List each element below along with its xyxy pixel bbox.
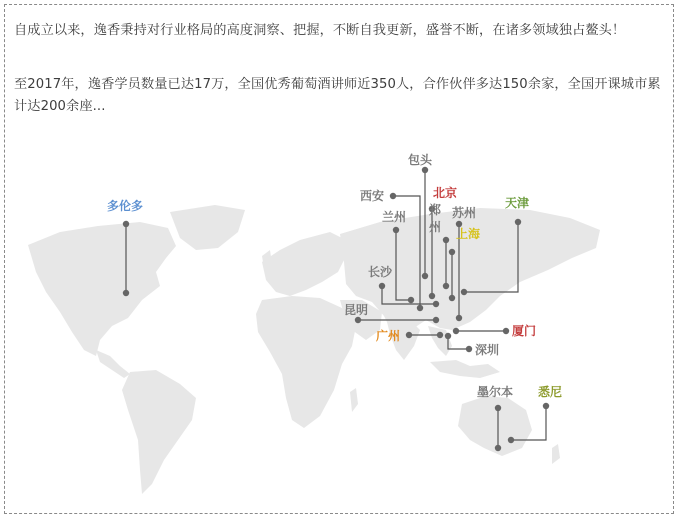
tianjin-dot	[461, 289, 467, 295]
xian-dot-top	[390, 193, 396, 199]
label-melbourne: 墨尔本	[477, 385, 514, 399]
baotou-dot-top	[422, 167, 428, 173]
greenland-shape	[170, 205, 245, 250]
kunming-dot-left	[355, 317, 361, 323]
guangzhou-dot	[437, 332, 443, 338]
label-shanghai: 上海	[456, 227, 481, 241]
label-xiamen: 厦门	[512, 324, 537, 338]
baotou-dot	[422, 273, 428, 279]
europe-shape	[262, 232, 346, 296]
shenzhen-dot	[445, 333, 451, 339]
shanghai-dot-top	[449, 249, 455, 255]
label-lanzhou: 兰州	[382, 210, 407, 224]
north-america-shape	[28, 222, 176, 356]
lanzhou-dot	[408, 297, 414, 303]
toronto-dot-top	[123, 221, 129, 227]
world-landmass	[28, 205, 600, 494]
label-kunming: 昆明	[344, 303, 369, 317]
melbourne-dot	[495, 445, 501, 451]
label-changsha: 长沙	[368, 265, 393, 279]
zhengzhou-dot	[443, 283, 449, 289]
shenzhen-dot-right	[466, 346, 472, 352]
beijing-dot	[429, 293, 435, 299]
label-zhengzhou-b: 州	[429, 220, 442, 234]
kunming-dot	[433, 317, 439, 323]
xian-dot	[417, 305, 423, 311]
changsha-dot	[433, 301, 439, 307]
label-tianjin: 天津	[505, 196, 530, 210]
sydney-dot-top	[543, 403, 549, 409]
lanzhou-dot-top	[393, 227, 399, 233]
central-america-shape	[96, 350, 130, 378]
suzhou-dot	[456, 315, 462, 321]
toronto-dot	[123, 290, 129, 296]
africa-shape	[256, 296, 356, 428]
label-zhengzhou-a: 郑	[429, 203, 442, 217]
label-toronto: 多伦多	[107, 199, 144, 213]
shanghai-dot	[449, 295, 455, 301]
label-xian: 西安	[360, 189, 385, 203]
new-zealand-shape	[552, 444, 560, 464]
label-suzhou: 苏州	[452, 206, 477, 220]
xiamen-dot	[453, 328, 459, 334]
intro-paragraph-1: 自成立以来，逸香秉持对行业格局的高度洞察、把握，不断自我更新，盛誉不断，在诸多领域独占鳌头！	[14, 23, 626, 38]
zhengzhou-dot-top	[443, 237, 449, 243]
melbourne-dot-top	[495, 405, 501, 411]
indonesia-shape	[430, 360, 500, 378]
guangzhou-dot-left	[406, 332, 412, 338]
label-sydney: 悉尼	[538, 385, 563, 399]
changsha-dot-top	[379, 283, 385, 289]
label-shenzhen: 深圳	[475, 343, 500, 357]
sydney-dot	[508, 437, 514, 443]
south-america-shape	[122, 370, 196, 494]
intro-paragraph-2: 至2017年，逸香学员数量已达17万，全国优秀葡萄酒讲师近350人，合作伙伴多达150余家，全国开课城市累计达200余座...	[14, 77, 661, 114]
label-baotou: 包头	[408, 153, 433, 167]
tianjin-dot-top	[515, 219, 521, 225]
xiamen-dot-right	[503, 328, 509, 334]
madagascar-shape	[350, 388, 358, 412]
label-guangzhou: 广州	[376, 329, 401, 343]
label-beijing: 北京	[433, 186, 458, 200]
